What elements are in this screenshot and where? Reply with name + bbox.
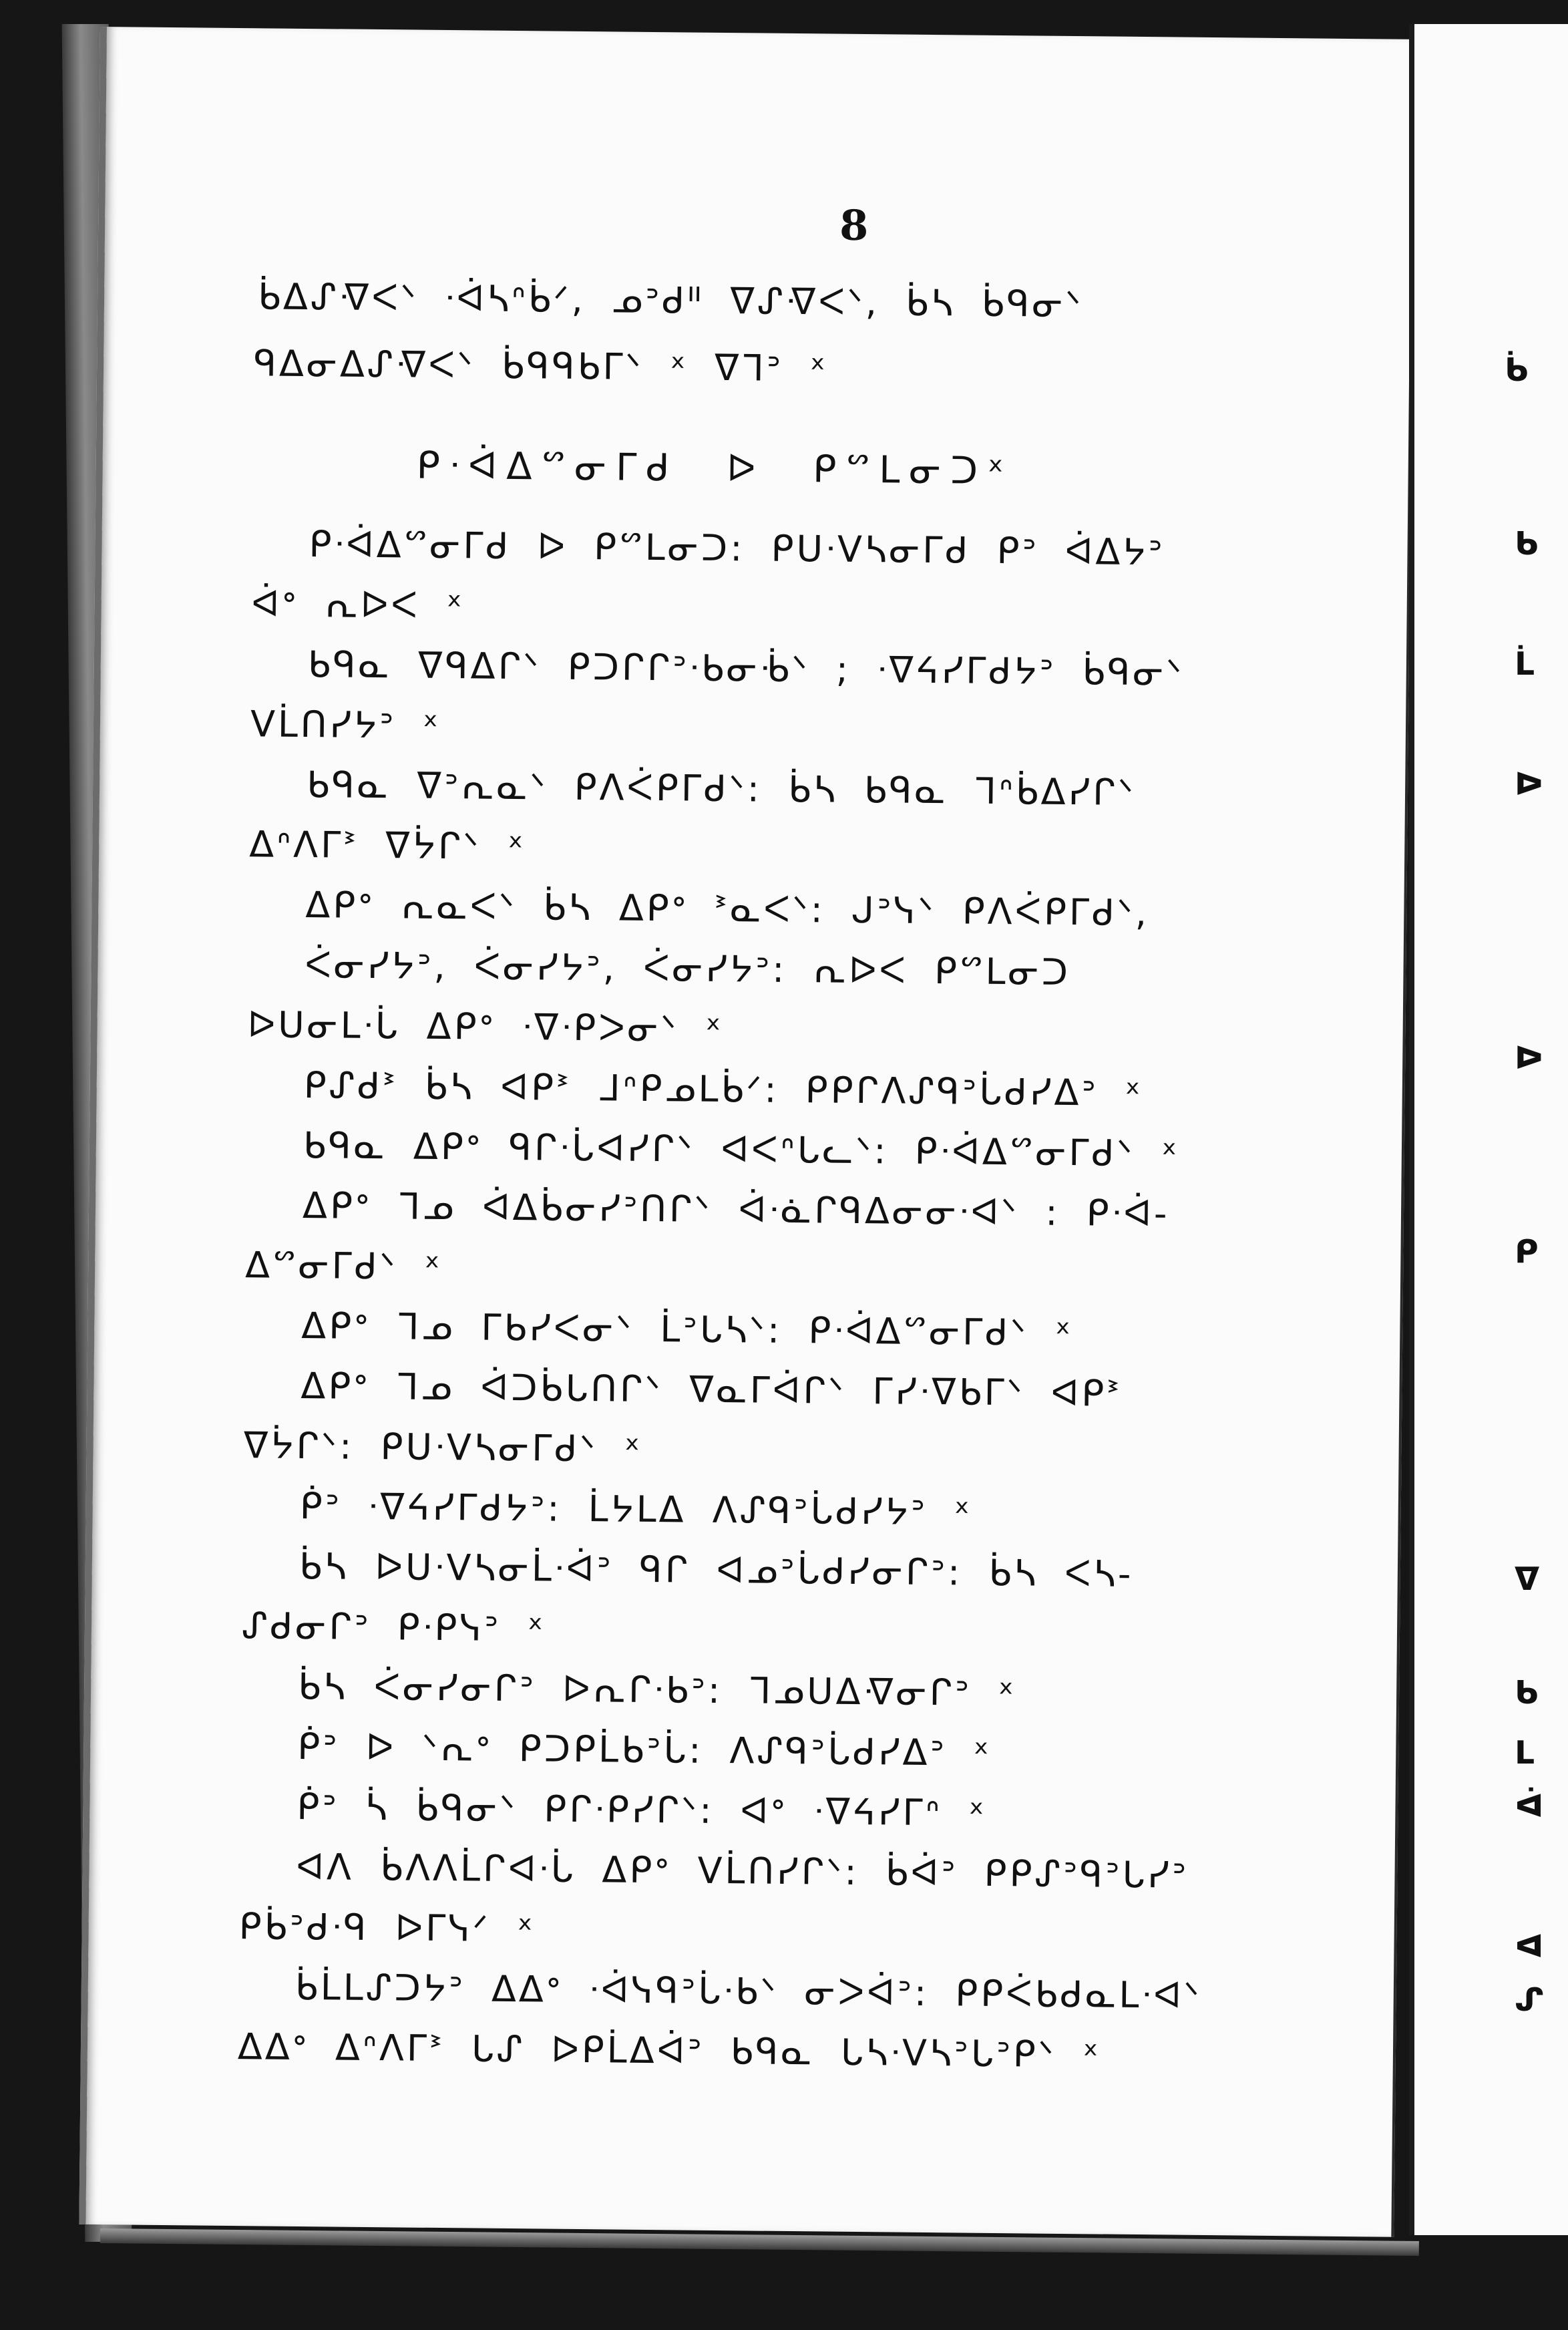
adjacent-page-glyph: ᒪ [1515,1734,1535,1772]
text-line: ᐅᑌᓂᒪᐧᒑ ᐃᑭᐤ ᐧᐁᐧᑭᐳᓂᐠ ˣ [247,1003,724,1051]
text-line: ᐃᑭᐤ ᒣᓄ ᒥᑲᓯᐸᓂᐠ ᒫᐣᒐᓴᐠ: ᑭᐧᐋᐃᔥᓂᒥᑯᐠ ˣ [301,1304,1074,1355]
text-line: ᑮᐣ ᐧᐁᔦᓯᒥᑯᔭᐣ: ᒫᔭᒪᐃ ᐱᔑᑫᐣᒑᑯᓯᔭᐣ ˣ [299,1484,973,1534]
text-line: ᑳᒫᒪᔑᑐᔭᐣ ᐃᐃᐤ ᐧᐋᓭᑫᐣᒑᐧᑲᐠ ᓂᐳᐋᐣ: ᑭᑭᐹᑲᑯᓇᒪᐧᐊᐠ [295,1965,1202,2017]
text-line: ᑲᑫᓇ ᐁᐣᕆᓇᐠ ᑭᐱᐹᑭᒥᑯᐠ: ᑳᓴ ᑲᑫᓇ ᒣᐢᑳᐃᓯᒋᐠ [306,764,1137,814]
adjacent-page-glyph: ᑳ [1505,351,1529,389]
adjacent-page-glyph: ᐋ [1515,1788,1544,1825]
text-line: ᐋᐤ ᕆᐅᐸ ˣ [251,582,465,627]
adjacent-page-glyph: ᐅ [1515,766,1544,803]
section-heading: ᑭᐧᐋᐃᔥᓂᒥᑯ ᐅ ᑭᔥᒪᓂᑐˣ [416,444,1014,494]
text-line: ᐃᑭᐤ ᕆᓇᐸᐠ ᑳᓴ ᐃᑭᐤ ᕑᓇᐸᐠ: ᒍᐣᓭᐠ ᑭᐱᐹᑭᒥᑯᐠ, [305,884,1150,935]
adjacent-page-edge [1409,24,1568,2235]
book-page [79,27,1414,2237]
adjacent-page-glyph: ᑭ [1515,1233,1539,1271]
text-line: ᑮᐣ ᐅ ᐠᕆᐤ ᑭᑐᑭᒫᑲᐣᒑ: ᐱᔑᑫᐣᒑᑯᓯᐃᐣ ˣ [297,1725,992,1774]
adjacent-page-glyph: ᒫ [1515,645,1535,683]
text-line: ᐊᐱ ᑳᐱᐱᒫᒋᐊᐧᒑ ᐃᑭᐤ ᐯᒫᑎᓯᒋᐠ: ᑳᐋᐣ ᑭᑭᔑᐣᑫᐣᒐᓯᐣ [296,1845,1189,1896]
text-line: ᐃᑭᐤ ᒣᓄ ᐋᑐᑳᒐᑎᒋᐠ ᐁᓇᒥᐋᒋᐠ ᒥᓯᐧᐁᑲᒥᐠ ᐊᑭᕑ [301,1364,1123,1415]
adjacent-page-glyph: ᐁ [1515,1560,1540,1598]
adjacent-page-glyph: ᔑ [1515,1981,1545,2019]
adjacent-page-glyph: ᑲ [1515,525,1539,562]
text-line: ᑭᔑᑯᕑ ᑳᓴ ᐊᑭᕑ ᒧᐢᑭᓄᒪᑳᐟ: ᑭᑭᒋᐱᔑᑫᐣᒑᑯᓯᐃᐣ ˣ [303,1064,1144,1115]
text-line: ᐃᐃᐤ ᐃᐢᐱᒥᕑ ᒐᔑ ᐅᑭᒫᐃᐋᐣ ᑲᑫᓇ ᒐᓴᐧᐯᓴᐣᒐᐣᑭᐠ ˣ [237,2025,1102,2076]
text-line: ᑲᑫᓇ ᐃᑭᐤ ᑫᒋᐧᒑᐊᓯᒋᐠ ᐊᐸᐢᒐᓚᐠ: ᑭᐧᐋᐃᔥᓂᒥᑯᐠ ˣ [303,1124,1180,1175]
text-line: ᑮᐣ ᓵ ᑳᑫᓂᐠ ᑭᒋᐧᑭᓯᒋᐠ: ᐊᐤ ᐧᐁᔦᓯᒥᐢ ˣ [297,1785,988,1834]
adjacent-page-glyph: ᐅ [1515,1039,1544,1077]
text-line: ᔑᑯᓂᒋᐣ ᑭᐧᑭᓭᐣ ˣ [241,1605,546,1650]
text-line: ᐹᓂᓯᔭᐣ, ᐹᓂᓯᔭᐣ, ᐹᓂᓯᔭᐣ: ᕆᐅᐸ ᑭᔥᒪᓂᑐ [305,944,1071,994]
text-line: ᑭᑳᐣᑯᐧᑫ ᐅᒥᓭᐟ ˣ [238,1905,536,1951]
text-line: ᑳᓴ ᐅᑌᐧᐯᓴᓂᒫᐧᐋᐣ ᑫᒋ ᐊᓄᐣᒑᑯᓯᓂᒋᐣ: ᑳᓴ ᐸᓴ- [299,1544,1134,1595]
adjacent-page-glyph: ᑲ [1515,1674,1539,1711]
text-line: ᐯᒫᑎᓯᔭᐣ ˣ [250,703,441,747]
text-line: ᐃᔥᓂᒥᑯᐠ ˣ [244,1244,443,1289]
text-line: ᑳᐃᔑᐌᐸᐠ ᐧᐋᓴᐢᑳᐟ, ᓄᐣᑯᐦ ᐁᔑᐌᐸᐠ, ᑳᓴ ᑳᑫᓂᐠ [257,275,1084,326]
text-line: ᑳᓴ ᐹᓂᓯᓂᒋᐣ ᐅᕆᒋᐧᑲᐣ: ᒣᓄᑌᐃᐌᓂᒋᐣ ˣ [297,1665,1017,1715]
text-line: ᑫᐃᓂᐃᔑᐌᐸᐠ ᑳᑫᑫᑲᒥᐠ ˣ ᐁᒣᐣ ˣ [253,342,829,390]
page-number: 8 [839,200,869,251]
text-line: ᑲᑫᓇ ᐁᑫᐃᒋᐠ ᑭᑐᒋᒋᐣᐧᑲᓂᒀᐠ ; ᐧᐁᔦᓯᒥᑯᔭᐣ ᑳᑫᓂᐠ [307,643,1185,694]
text-line: ᑭᐧᐋᐃᔥᓂᒥᑯ ᐅ ᑭᔥᒪᓂᑐ: ᑭᑌᐧᐯᓴᓂᒥᑯ ᑭᐣ ᐋᐃᔭᐣ [309,523,1165,574]
text-line: ᐁᔮᒋᐠ: ᑭᑌᐧᐯᓴᓂᒥᑯᐠ ˣ [243,1424,643,1470]
text-line: ᐃᐢᐱᒥᕑ ᐁᔮᒋᐠ ˣ [248,823,526,868]
text-line: ᐃᑭᐤ ᒣᓄ ᐋᐃᑳᓂᓯᐣᑎᒋᐠ ᐋᐧᓈᒋᑫᐃᓂᓂᐧᐊᐠ : ᑭᐧᐋ- [302,1184,1170,1235]
adjacent-page-glyph: ᐊ [1515,1928,1544,1965]
